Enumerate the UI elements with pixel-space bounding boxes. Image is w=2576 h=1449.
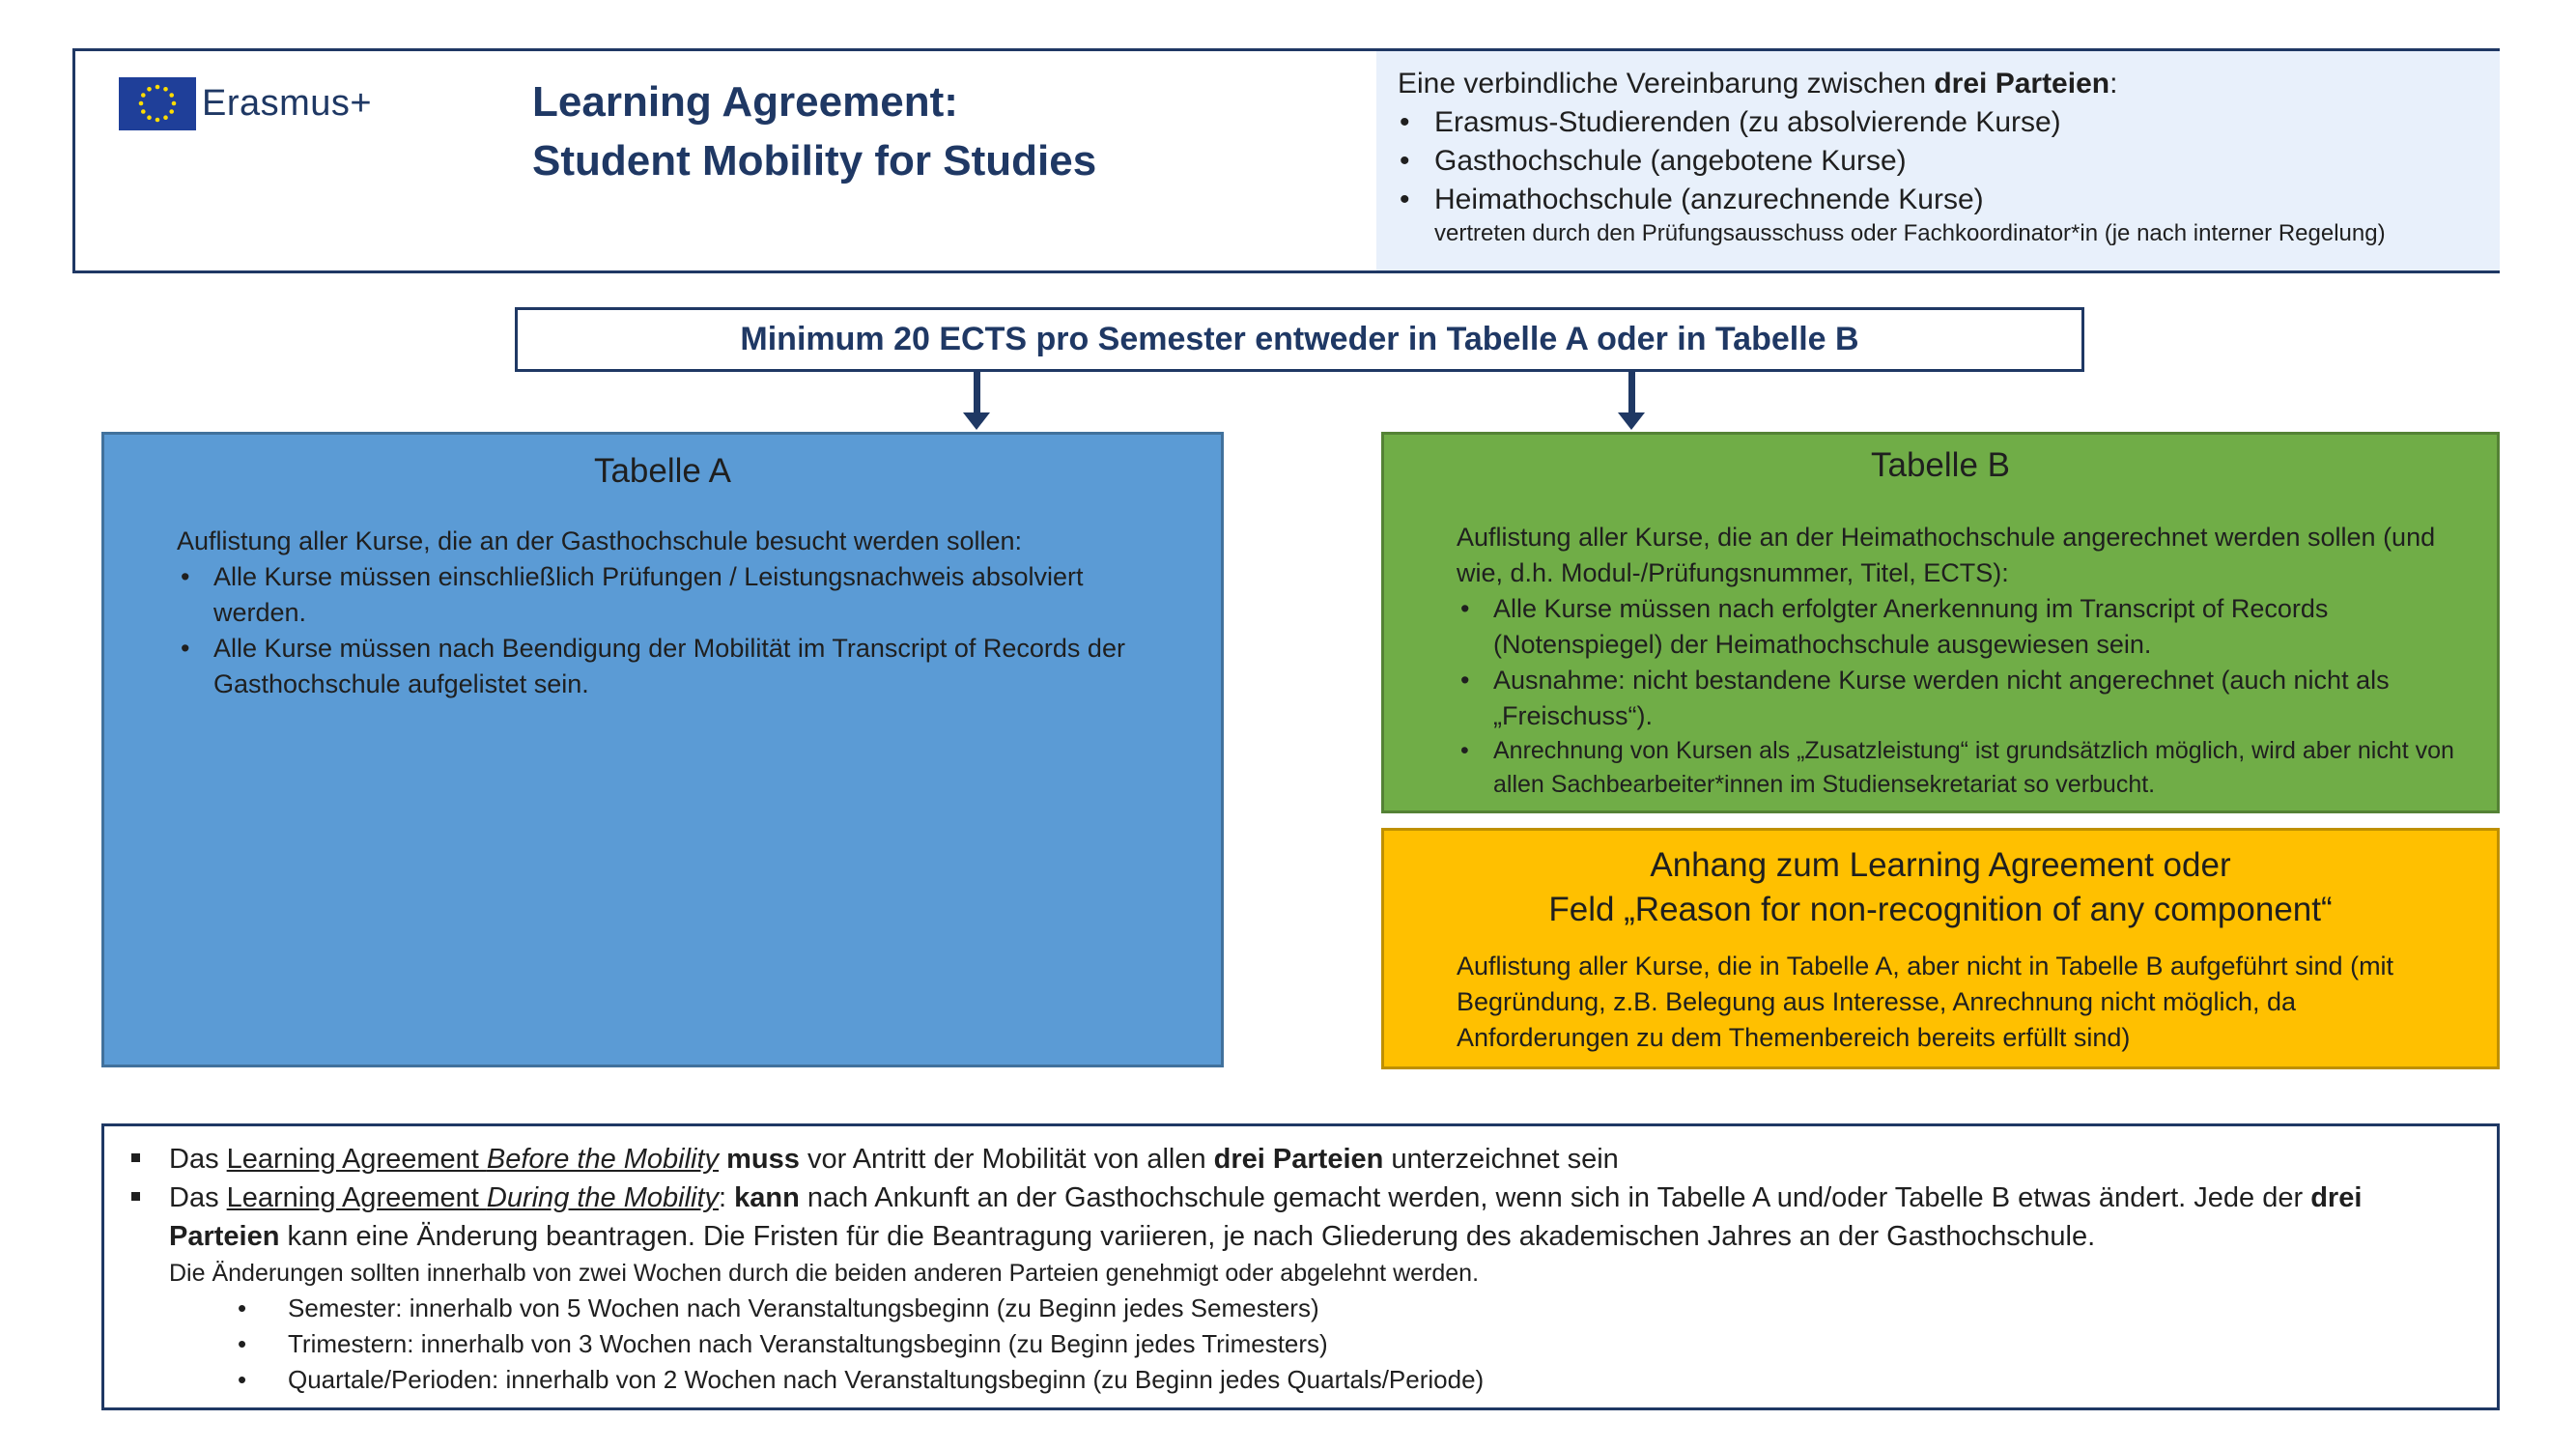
text: : [719,1182,727,1213]
table-b-bullet: • Ausnahme: nicht bestandene Kurse werden nicht angerechnet (auch nicht als „Freischuss“). [1457,663,2461,734]
arrow-to-table-a [963,372,990,430]
header-box [72,48,2500,273]
annex-heading-line-2: Feld „Reason for non-recognition of any component“ [1548,891,2333,928]
table-a-box [101,432,1224,1067]
title-line-2: Student Mobility for Studies [532,137,1097,185]
bold-text: muss [719,1144,800,1175]
during-mobility-item [124,1179,2477,1256]
bottom-notes-box [101,1123,2500,1410]
party-item: • Gasthochschule (angebotene Kurse) [1398,142,2478,181]
arrow-shaft [1628,372,1635,412]
page-title [532,72,1096,190]
period-item: • Quartale/Perioden: innerhalb von 2 Wochen nach Veranstaltungsbeginn (zu Beginn jedes Quartals/Periode) [124,1362,2477,1398]
minimum-ects-box: Minimum 20 ECTS pro Semester entweder in Tabelle A oder in Tabelle B [515,307,2084,372]
table-a-intro: Auflistung aller Kurse, die an der Gasthochschule besucht werden sollen: [177,526,1023,555]
phase-text: Before the Mobility [486,1144,720,1175]
arrow-down-icon [1618,412,1645,430]
table-b-heading: Tabelle B [1871,446,2010,484]
text: vor Antritt der Mobilität von allen [799,1144,1214,1175]
table-b-bullet-small: • Anrechnung von Kursen als „Zusatzleistung“ ist grundsätzlich möglich, wird aber nicht von allen Sachbearbeiter*innen im Studiensekretariat so verbucht. [1457,734,2461,802]
table-a-bullet: • Alle Kurse müssen nach Beendigung der Mobilität im Transcript of Records der Gasthochschule aufgelistet sein. [177,631,1162,702]
parties-intro [1398,65,2478,103]
table-b-intro: Auflistung aller Kurse, die an der Heimathochschule angerechnet werden sollen (und wie, d.h. Modul-/Prüfungsnummer, Titel, ECTS): [1457,523,2436,587]
parties-box [1376,51,2500,270]
arrow-to-table-b [1618,372,1645,430]
parties-note: vertreten durch den Prüfungsausschuss oder Fachkoordinator*in (je nach interner Regelung) [1434,220,2386,246]
table-b-bullets-small [1457,734,2461,802]
table-a-heading: Tabelle A [593,452,732,490]
eu-flag-icon [119,77,196,130]
party-item: • Heimathochschule (anzurechnende Kurse) [1398,181,2478,219]
parties-intro-bold: drei Parteien [1934,68,2110,99]
erasmus-logo [119,77,372,130]
table-b-body [1457,520,2461,802]
annex-body: Auflistung aller Kurse, die in Tabelle A, aber nicht in Tabelle B aufgeführt sind (mit Begründung, z.B. Belegung aus Interesse, Anrechnung nicht möglich, da Anforderungen zu dem Themenbereich bereits erfüllt sind) [1457,952,2394,1052]
period-list [124,1291,2477,1398]
bold-text: drei Parteien [169,1182,2363,1252]
changes-note: Die Änderungen sollten innerhalb von zwei Wochen durch die beiden anderen Parteien genehmigt oder abgelehnt werden. [169,1260,1480,1287]
period-item: • Trimestern: innerhalb von 3 Wochen nach Veranstaltungsbeginn (zu Beginn jedes Trimesters) [124,1326,2477,1362]
learning-agreement-link [227,1144,719,1175]
text: Learning Agreement [226,1144,487,1175]
bold-text: kann [726,1182,800,1213]
annex-heading [1384,843,2497,932]
table-a-bullets [177,559,1162,702]
table-b-box [1381,432,2500,813]
title-line-1: Learning Agreement: [532,78,958,126]
text: kann eine Änderung beantragen. Die Fristen für die Beantragung variieren, je nach Gliederung des akademischen Jahres an der Gasthochschule. [279,1221,2096,1252]
text: Das [169,1144,227,1175]
phase-text: During the Mobility [486,1182,720,1213]
parties-list [1398,103,2478,219]
before-mobility-item [124,1140,2477,1179]
table-a-body [177,524,1162,702]
annex-heading-line-1: Anhang zum Learning Agreement oder [1650,846,2231,884]
bottom-list [124,1140,2477,1256]
table-a-bullet: • Alle Kurse müssen einschließlich Prüfungen / Leistungsnachweis absolviert werden. [177,559,1162,631]
parties-intro-suffix: : [2109,68,2118,99]
arrow-down-icon [963,412,990,430]
party-item: • Erasmus-Studierenden (zu absolvierende Kurse) [1398,103,2478,142]
bold-text: drei Parteien [1213,1144,1384,1175]
table-b-bullet: • Alle Kurse müssen nach erfolgter Anerkennung im Transcript of Records (Notenspiegel) der Heimathochschule ausgewiesen sein. [1457,591,2461,663]
annex-box [1381,828,2500,1069]
text: nach Ankunft an der Gasthochschule gemacht werden, wenn sich in Tabelle A und/oder Tabelle B etwas ändert. Jede der [799,1182,2311,1213]
parties-intro-text: Eine verbindliche Vereinbarung zwischen [1398,68,1935,99]
text: Learning Agreement [226,1182,487,1213]
text: Das [169,1182,227,1213]
table-b-bullets [1457,591,2461,734]
text: unterzeichnet sein [1383,1144,1619,1175]
period-item: • Semester: innerhalb von 5 Wochen nach Veranstaltungsbeginn (zu Beginn jedes Semesters) [124,1291,2477,1326]
arrow-shaft [974,372,980,412]
learning-agreement-link [227,1182,719,1213]
logo-text: Erasmus+ [202,83,373,124]
